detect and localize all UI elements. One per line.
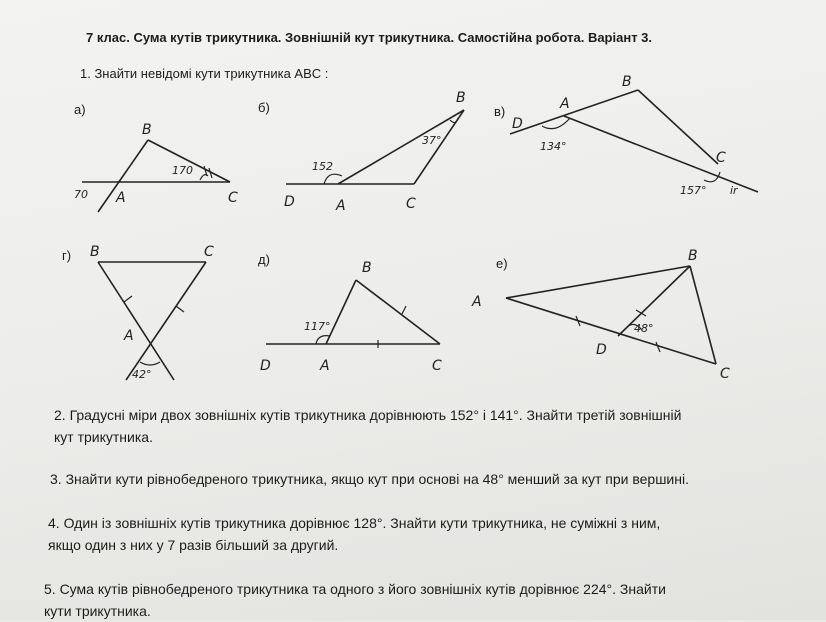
fig-v-angle-value: 134°: [540, 140, 567, 153]
fig-v-line-ac: [564, 116, 758, 192]
fig-b-point-c: C: [406, 196, 416, 212]
fig-d-point-c: C: [432, 358, 442, 374]
figure-b-label: б): [258, 100, 270, 115]
task-1-text: 1. Знайти невідомі кути трикутника ABC :: [80, 66, 329, 81]
fig-v-point-c: C: [716, 150, 726, 166]
fig-g-diagonal-1: [98, 262, 174, 380]
fig-v-angle-arc: [542, 118, 570, 129]
problem-2-line-2: кут трикутника.: [54, 429, 153, 445]
fig-a-point-b: B: [142, 122, 152, 138]
fig-g-angle-value: 42°: [132, 368, 152, 381]
figure-e-label: е): [496, 256, 508, 271]
fig-v-point-a: A: [560, 96, 570, 112]
figure-g-label: г): [62, 248, 72, 263]
fig-a-point-c: C: [228, 190, 238, 206]
fig-d-tick: [402, 306, 406, 314]
fig-d-side-bc: [356, 280, 440, 344]
fig-v-side-bc: [638, 90, 718, 164]
figure-v-label: в): [494, 104, 506, 119]
fig-b-point-d: D: [284, 194, 295, 210]
fig-g-diagonal-2: [126, 262, 206, 380]
fig-v-line-da-b: [510, 90, 638, 134]
problem-4-line-1: 4. Один із зовнішніх кутів трикутника дорівнює 128°. Знайти кути трикутника, не суміжні з ним,: [48, 515, 661, 531]
fig-d-angle-value: 117°: [304, 320, 331, 333]
fig-g-tick: [124, 296, 132, 302]
fig-g-angle-arc: [140, 362, 160, 365]
fig-v-point-d: D: [512, 116, 523, 132]
problem-5-line-2: кути трикутника.: [44, 603, 151, 619]
problem-4-line-2: якщо один з них у 7 разів більший за другий.: [48, 537, 339, 553]
fig-e-side-bc: [690, 266, 716, 364]
fig-v-angle-label: ir: [730, 184, 738, 197]
fig-v-point-b: B: [622, 74, 632, 90]
fig-e-point-d: D: [596, 342, 607, 358]
fig-a-angle-value: 170: [172, 164, 193, 177]
fig-b-angle-arc: [450, 118, 458, 123]
fig-g-tick: [176, 306, 184, 312]
fig-b-angle-value: 152: [312, 160, 333, 173]
figure-d-label: д): [258, 252, 270, 267]
figure-a-label: а): [74, 102, 86, 117]
figure-a: [60, 110, 260, 220]
fig-g-point-a: A: [124, 328, 134, 344]
fig-e-point-a: A: [472, 294, 482, 310]
problem-4: [48, 512, 660, 556]
fig-b-side-ab: [338, 110, 464, 184]
fig-d-point-a: A: [320, 358, 330, 374]
problem-2: [54, 404, 681, 448]
fig-b-angle-value: 37°: [422, 134, 442, 147]
figure-g: [86, 236, 226, 386]
fig-e-angle-value: 48°: [634, 322, 654, 335]
fig-b-point-b: B: [456, 90, 466, 106]
fig-e-side-ac: [506, 298, 716, 364]
worksheet-title: 7 клас. Сума кутів трикутника. Зовнішній кут трикутника. Самостійна робота. Варіант 3.: [86, 30, 653, 45]
fig-d-point-d: D: [260, 358, 271, 374]
fig-e-point-c: C: [720, 366, 730, 382]
problem-5-line-1: 5. Сума кутів рівнобедреного трикутника та одного з його зовнішніх кутів дорівнює 224°. Знайти: [44, 581, 666, 597]
fig-d-side-ab: [326, 280, 356, 344]
fig-g-point-c: C: [204, 244, 214, 260]
problem-2-line-1: 2. Градусні міри двох зовнішніх кутів трикутника дорівнюють 152° і 141°. Знайти третій зовнішній: [54, 407, 682, 423]
figure-b: [278, 86, 478, 216]
fig-b-point-a: A: [336, 198, 346, 214]
figure-d: [256, 250, 456, 380]
fig-a-point-a: A: [116, 190, 126, 206]
fig-e-point-b: B: [688, 248, 698, 264]
fig-g-point-b: B: [90, 244, 100, 260]
fig-a-angle-value: 70: [74, 188, 88, 201]
problem-5: [44, 578, 666, 622]
figure-e: [466, 244, 756, 384]
figure-v: [508, 70, 778, 200]
fig-d-point-b: B: [362, 260, 372, 276]
fig-v-angle-value: 157°: [680, 184, 707, 197]
problem-3: 3. Знайти кути рівнобедреного трикутника, якщо кут при основі на 48° менший за кут при вершині.: [50, 471, 689, 487]
